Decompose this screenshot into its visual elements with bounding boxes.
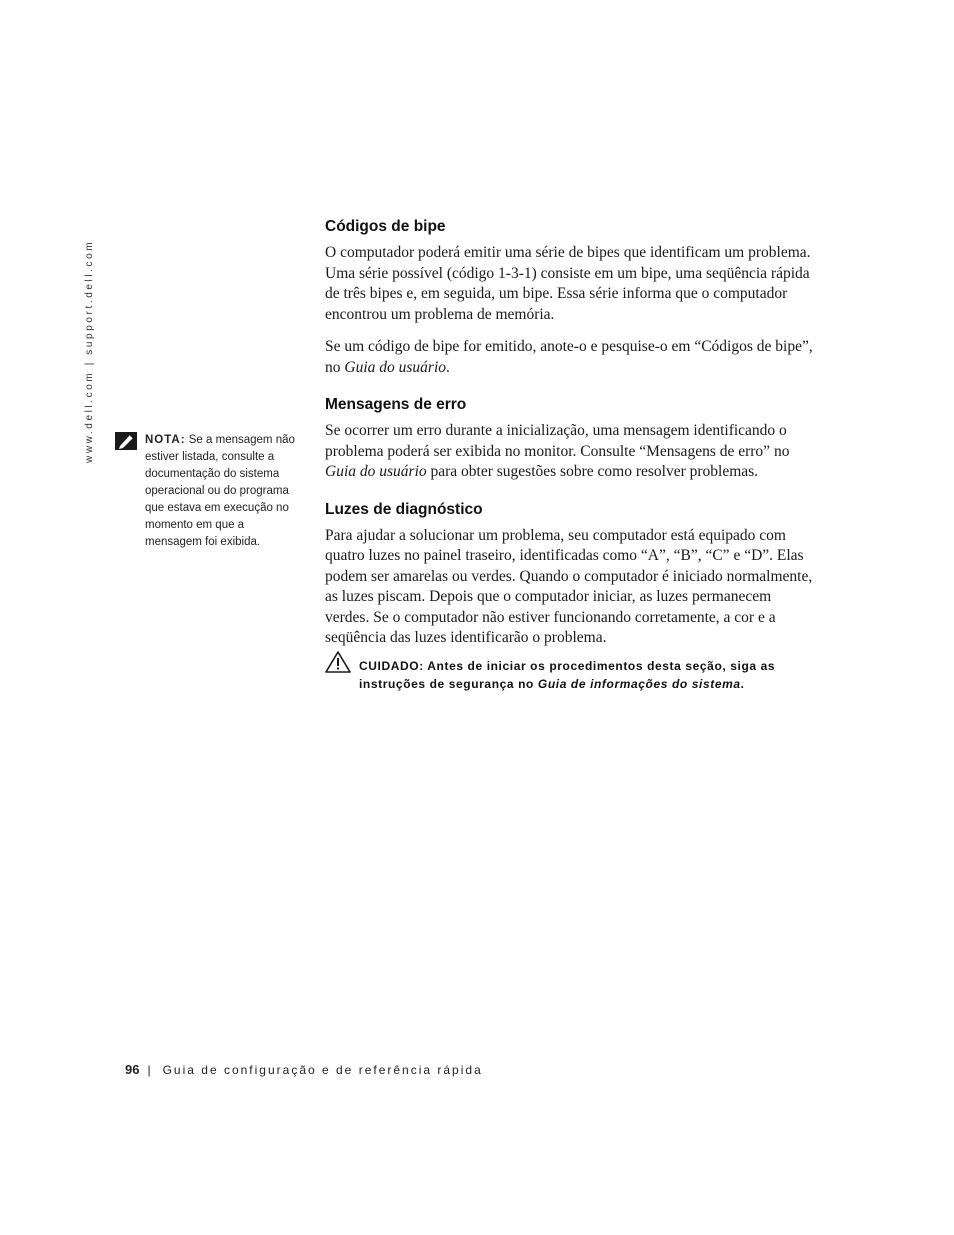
- note-label: NOTA:: [145, 434, 186, 446]
- footer-separator: |: [147, 1063, 151, 1077]
- warning-triangle-icon: [325, 651, 351, 673]
- heading-beep-codes: Códigos de bipe: [325, 218, 446, 235]
- caution-end: .: [740, 677, 745, 691]
- section-error-messages: [325, 396, 815, 483]
- page-footer: [125, 1062, 483, 1077]
- caution-box: [325, 657, 815, 694]
- main-content: [325, 218, 815, 712]
- note-box: [115, 432, 300, 551]
- note-pencil-icon: [115, 432, 137, 450]
- beep-2-end: .: [446, 358, 450, 376]
- heading-diagnostic-lights: Luzes de diagnóstico: [325, 500, 483, 518]
- errors-end: para obter sugestões sobre como resolver problemas.: [426, 463, 759, 480]
- section-beep-codes: [325, 218, 815, 378]
- caution-body: Antes de iniciar os procedimentos desta seção, siga as instruções de segurança no: [359, 658, 776, 691]
- beep-2-text: Se um código de bipe for emitido, anote-o e pesquise-o em “Códigos de bipe”, no: [325, 338, 813, 376]
- paragraph-beep-1: O computador poderá emitir uma série de bipes que identificam um problema. Uma série possível (código 1-3-1) consiste em um bipe, uma seqüência rápida de três bipes e, em seguida, um bipe. Essa série informa que o computador encontrou um problema de memória.: [325, 244, 811, 323]
- note-body: Se a mensagem não estiver listada, consulte a documentação do sistema operacional ou do programa que estava em execução no momento em que a mensagem foi exibida.: [145, 434, 295, 548]
- caution-guide-ref: Guia de informações do sistema: [537, 677, 741, 691]
- paragraph-beep-2: [325, 337, 815, 378]
- section-diagnostic-lights: [325, 501, 815, 694]
- caution-label: CUIDADO:: [359, 658, 424, 673]
- paragraph-errors: [325, 421, 815, 483]
- heading-error-messages: Mensagens de erro: [325, 396, 467, 413]
- paragraph-lights: Para ajudar a solucionar um problema, seu computador está equipado com quatro luzes no painel traseiro, identificadas como “A”, “B”, “C” e “D”. Elas podem ser amarelas ou verdes. Quando o computador é iniciado normalmente, as luzes piscam. Depois que o computador iniciar, as luzes permanecem verdes. Se o computador não estiver funcionando corretamente, a cor e a seqüência das luzes identificarão o problema.: [325, 526, 813, 646]
- sidebar-url: www.dell.com | support.dell.com: [84, 239, 95, 463]
- page-number: 96: [125, 1062, 140, 1077]
- footer-title: Guia de configuração e de referência rápida: [162, 1063, 483, 1077]
- errors-text: Se ocorrer um erro durante a inicialização, uma mensagem identificando o problema poderá ser exibida no monitor. Consulte “Mensagens de erro” no: [325, 422, 790, 460]
- note-text-block: [145, 432, 300, 551]
- errors-guide-ref: Guia do usuário: [325, 463, 427, 480]
- beep-2-guide-ref: Guia do usuário: [344, 358, 446, 376]
